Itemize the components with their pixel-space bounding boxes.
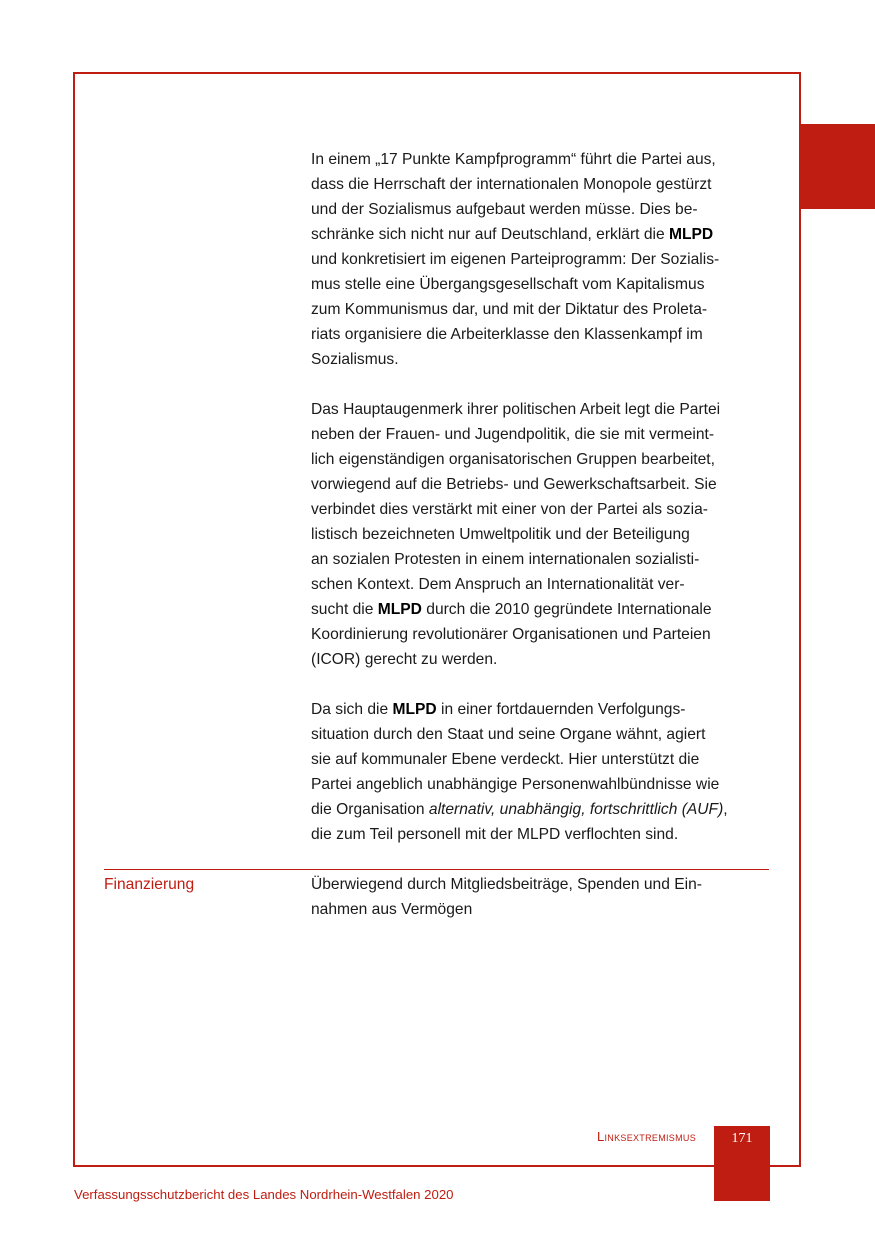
auf-organisation-name: alternativ, unabhängig, fortschrittlich (AUF) (428, 801, 724, 818)
mlpd-term: MLPD (668, 226, 714, 243)
page-number-box (714, 1126, 770, 1201)
paragraph-2: Das Hauptaugenmerk ihrer politischen Arbeit legt die Partei neben der Frauen- und Jugendpolitik, die sie mit vermeint- lich eigenständigen organisatorischen Gruppen bearbeitet, vorwiegend auf die Betriebs- und Gewerkschaftsarbeit. Sie verbindet dies verstärkt mit einer von der Partei als sozia- listisch bezeichneten Umweltpolitik und der Beteiligung an sozialen Protesten in einem internationalen sozialisti- schen Kontext. Dem Anspruch an Internationalität ver- sucht die MLPD durch die 2010 gegründete Internationale Koordinierung revolutionärer Organisationen und Parteien (ICOR) gerecht zu werden. (311, 401, 721, 668)
footer-publication-title: Verfassungsschutzbericht des Landes Nordrhein-Westfalen 2020 (74, 1187, 454, 1202)
paragraph-3: Da sich die MLPD in einer fortdauernden Verfolgungs- situation durch den Staat und seine Organe wähnt, agiert sie auf kommunaler Ebene verdeckt. Hier unterstützt die Partei angeblich unabhängige Personenwahlbündnisse wie die Organisation alternativ, unabhängig, fortschrittlich (AUF), die zum Teil personell mit der MLPD verflochten sind. (311, 701, 728, 843)
chapter-tab-marker (799, 124, 875, 209)
paragraph-1: In einem „17 Punkte Kampfprogramm“ führt die Partei aus, dass die Herrschaft der internationalen Monopole gestürzt und der Sozialismus aufgebaut werden müsse. Dies be- schränke sich nicht nur auf Deutschland, erklärt die MLPD und konkretisiert im eigenen Parteiprogramm: Der Sozialis- mus stelle eine Übergangsgesellschaft vom Kapitalismus zum Kommunismus dar, und mit der Diktatur des Proleta- riats organisiere die Arbeiterklasse den Klassenkampf im Sozialismus. (311, 151, 720, 368)
finanzierung-label: Finanzierung (104, 876, 195, 893)
mlpd-term: MLPD (392, 701, 437, 718)
finanzierung-text: Überwiegend durch Mitgliedsbeiträge, Spenden und Ein- nahmen aus Vermögen (311, 876, 702, 918)
mlpd-term: MLPD (377, 601, 422, 618)
page-number: 171 (731, 1131, 753, 1146)
section-divider (104, 869, 769, 870)
main-text (311, 147, 771, 847)
section-title: Linksextremismus (596, 1129, 696, 1144)
